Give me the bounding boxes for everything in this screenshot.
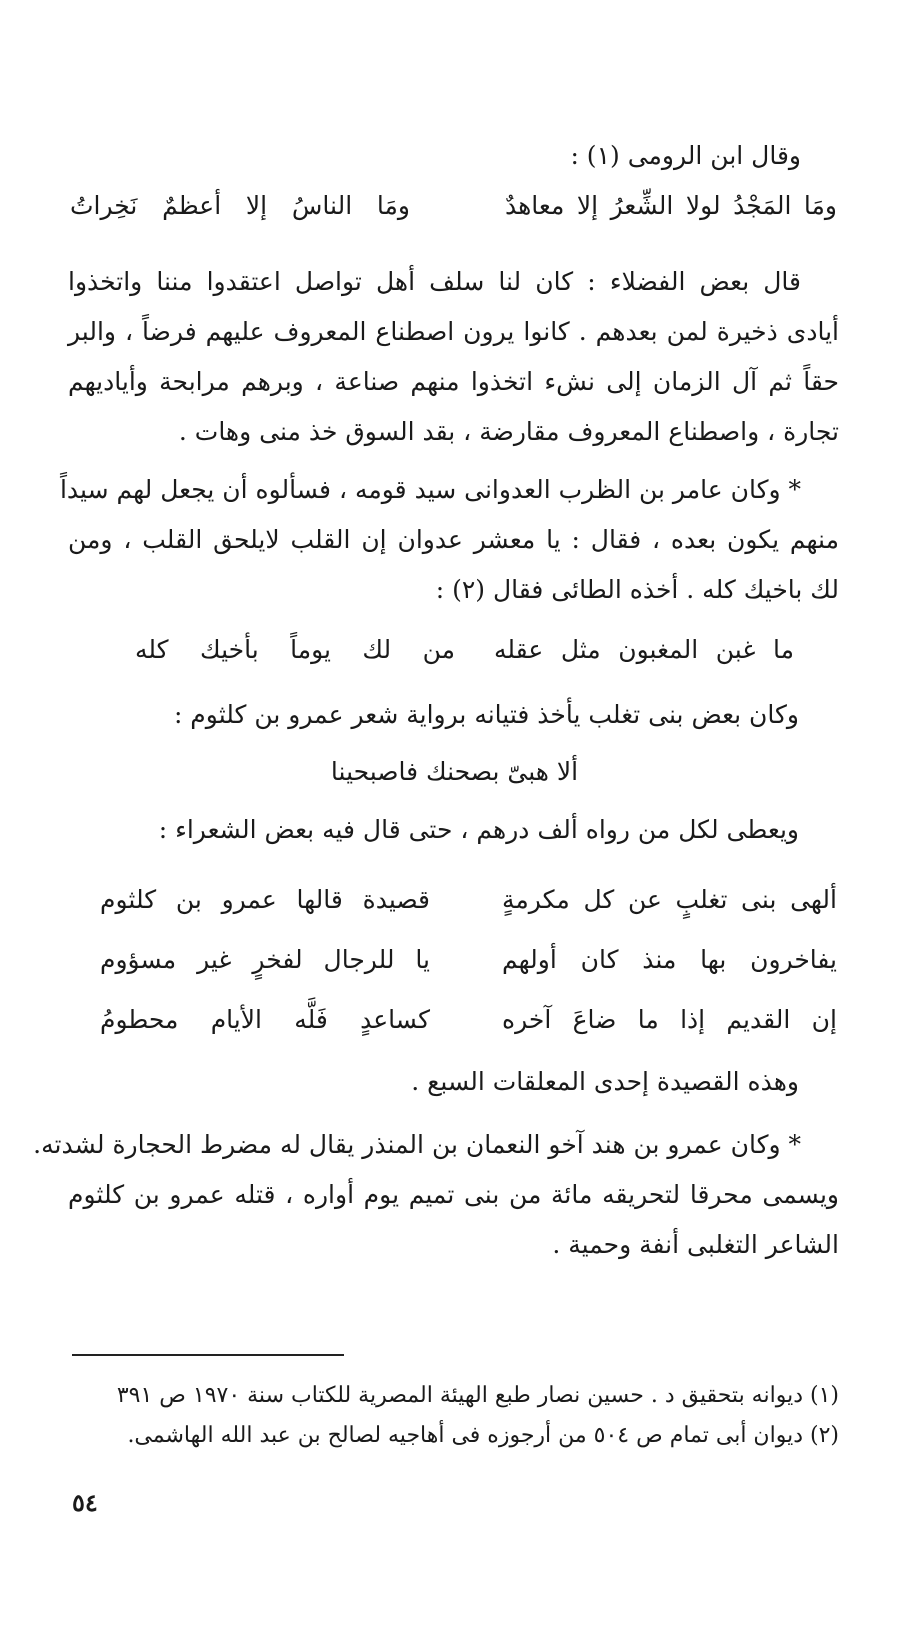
paragraph-5: وهذه القصيدة إحدى المعلقات السبع . bbox=[411, 1067, 799, 1096]
verse-quote-centered: ألا هبىّ بصحنك فاصبحينا bbox=[330, 757, 579, 786]
poem-line-2-second: يا للرجال لفخرٍ غير مسؤوم bbox=[100, 945, 430, 974]
footnote-1: (١) ديوانه بتحقيق د . حسين نصار طبع الهيئة المصرية للكتاب سنة ١٩٧٠ ص ٣٩١ bbox=[116, 1383, 839, 1408]
paragraph-3: وكان بعض بنى تغلب يأخذ فتيانه برواية شعر عمرو بن كلثوم : bbox=[173, 700, 799, 729]
poem-line-3-second: كساعدٍ فَلَّه الأيام محطومُ bbox=[100, 1005, 430, 1034]
paragraph-6-line-1: * وكان عمرو بن هند آخو النعمان بن المنذر يقال له مضرط الحجارة لشدته. bbox=[33, 1130, 801, 1159]
verse-1-second-hemistich: ومَا الناسُ إلا أعظمٌ نَخِراتُ bbox=[70, 191, 410, 220]
intro-line: وقال ابن الرومى (١) : bbox=[570, 141, 801, 170]
paragraph-1-line-2: أيادى ذخيرة لمن بعدهم . كانوا يرون اصطناع المعروف عليهم فرضاً ، والبر bbox=[68, 317, 839, 346]
paragraph-2-line-1: * وكان عامر بن الظرب العدوانى سيد قومه ، فسألوه أن يجعل لهم سيداً bbox=[59, 475, 801, 504]
footnote-2: (٢) ديوان أبى تمام ص ٥٠٤ من أرجوزه فى أهاجيه لصالح بن عبد الله الهاشمى. bbox=[127, 1423, 839, 1448]
verse-2-second-hemistich: من لك يوماً بأخيك كله bbox=[135, 635, 455, 664]
paragraph-2-line-2: منهم يكون بعده ، فقال : يا معشر عدوان إن القلب لايلحق القلب ، ومن bbox=[68, 525, 839, 554]
paragraph-1-line-1: قال بعض الفضلاء : كان لنا سلف أهل تواصل اعتقدوا مننا واتخذوا bbox=[68, 267, 801, 296]
paragraph-4: ويعطى لكل من رواه ألف درهم ، حتى قال فيه بعض الشعراء : bbox=[158, 815, 799, 844]
poem-line-3-first: إن القديم إذا ما ضاعَ آخره bbox=[502, 1005, 837, 1034]
paragraph-6-line-2: ويسمى محرقا لتحريقه مائة من بنى تميم يوم أواره ، قتله عمرو بن كلثوم bbox=[68, 1180, 839, 1209]
paragraph-1-line-4: تجارة ، واصطناع المعروف مقارضة ، بقد السوق خذ منى وهات . bbox=[178, 417, 839, 446]
poem-line-1-second: قصيدة قالها عمرو بن كلثوم bbox=[100, 885, 430, 914]
paragraph-2-line-3: لك باخيك كله . أخذه الطائى فقال (٢) : bbox=[435, 575, 839, 604]
paragraph-6-line-3: الشاعر التغلبى أنفة وحمية . bbox=[552, 1230, 839, 1259]
paragraph-1-line-3: حقاً ثم آل الزمان إلى نشء اتخذوا منهم صناعة ، وبرهم مرابحة وأياديهم bbox=[68, 367, 839, 396]
poem-line-2-first: يفاخرون بها منذ كان أولهم bbox=[502, 945, 837, 974]
footnote-separator bbox=[72, 1354, 344, 1356]
verse-1-first-hemistich: ومَا المَجْدُ لولا الشِّعرُ إلا معاهدٌ bbox=[505, 191, 837, 220]
verse-2-first-hemistich: ما غبن المغبون مثل عقله bbox=[494, 635, 794, 664]
page-number: ٥٤ bbox=[72, 1488, 98, 1517]
poem-line-1-first: ألهى بنى تغلبٍ عن كل مكرمةٍ bbox=[502, 885, 837, 914]
